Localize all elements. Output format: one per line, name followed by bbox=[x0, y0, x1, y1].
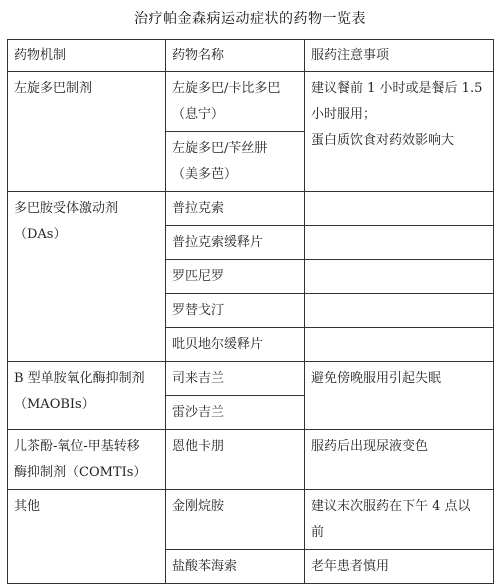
mechanism-cell: 多巴胺受体激动剂 （DAs） bbox=[8, 192, 166, 362]
table-title: 治疗帕金森病运动症状的药物一览表 bbox=[134, 11, 366, 27]
drug-name-cell: 金刚烷胺 bbox=[166, 490, 305, 550]
drug-name-cell: 司来吉兰 bbox=[166, 362, 305, 396]
table-row bbox=[8, 192, 494, 226]
header-row bbox=[8, 40, 494, 72]
notes-cell bbox=[305, 328, 494, 362]
notes-cell: 建议末次服药在下午 4 点以 前 bbox=[305, 490, 494, 550]
table-row bbox=[8, 490, 494, 550]
mechanism-cell: B 型单胺氧化酶抑制剂 （MAOBIs） bbox=[8, 362, 166, 430]
notes-cell: 老年患者慎用 bbox=[305, 550, 494, 584]
header-notes: 服药注意事项 bbox=[305, 40, 494, 72]
notes-cell bbox=[305, 260, 494, 294]
notes-cell: 避免傍晚服用引起失眠 bbox=[305, 362, 494, 430]
mechanism-cell: 其他 bbox=[8, 490, 166, 584]
drug-name-cell: 罗替戈汀 bbox=[166, 294, 305, 328]
header-mechanism: 药物机制 bbox=[8, 40, 166, 72]
drug-name-cell: 普拉克索 bbox=[166, 192, 305, 226]
notes-cell bbox=[305, 294, 494, 328]
drug-name-cell: 恩他卡朋 bbox=[166, 430, 305, 490]
drug-name-cell: 罗匹尼罗 bbox=[166, 260, 305, 294]
notes-cell: 服药后出现尿液变色 bbox=[305, 430, 494, 490]
table-row bbox=[8, 72, 494, 132]
mechanism-cell: 儿茶酚-氧位-甲基转移 酶抑制剂（COMTIs） bbox=[8, 430, 166, 490]
drug-name-cell: 盐酸苯海索 bbox=[166, 550, 305, 584]
drug-name-cell: 普拉克索缓释片 bbox=[166, 226, 305, 260]
mechanism-cell: 左旋多巴制剂 bbox=[8, 72, 166, 192]
drug-name-cell: 雷沙吉兰 bbox=[166, 396, 305, 430]
notes-cell: 建议餐前 1 小时或是餐后 1.5 小时服用； 蛋白质饮食对药效影响大 bbox=[305, 72, 494, 192]
notes-cell bbox=[305, 226, 494, 260]
drug-name-cell: 吡贝地尔缓释片 bbox=[166, 328, 305, 362]
table-row bbox=[8, 362, 494, 396]
notes-cell bbox=[305, 192, 494, 226]
header-drug-name: 药物名称 bbox=[166, 40, 305, 72]
table-row bbox=[8, 430, 494, 490]
drug-table bbox=[7, 39, 494, 584]
drug-name-cell: 左旋多巴/苄丝肼 （美多芭） bbox=[166, 132, 305, 192]
drug-name-cell: 左旋多巴/卡比多巴 （息宁） bbox=[166, 72, 305, 132]
